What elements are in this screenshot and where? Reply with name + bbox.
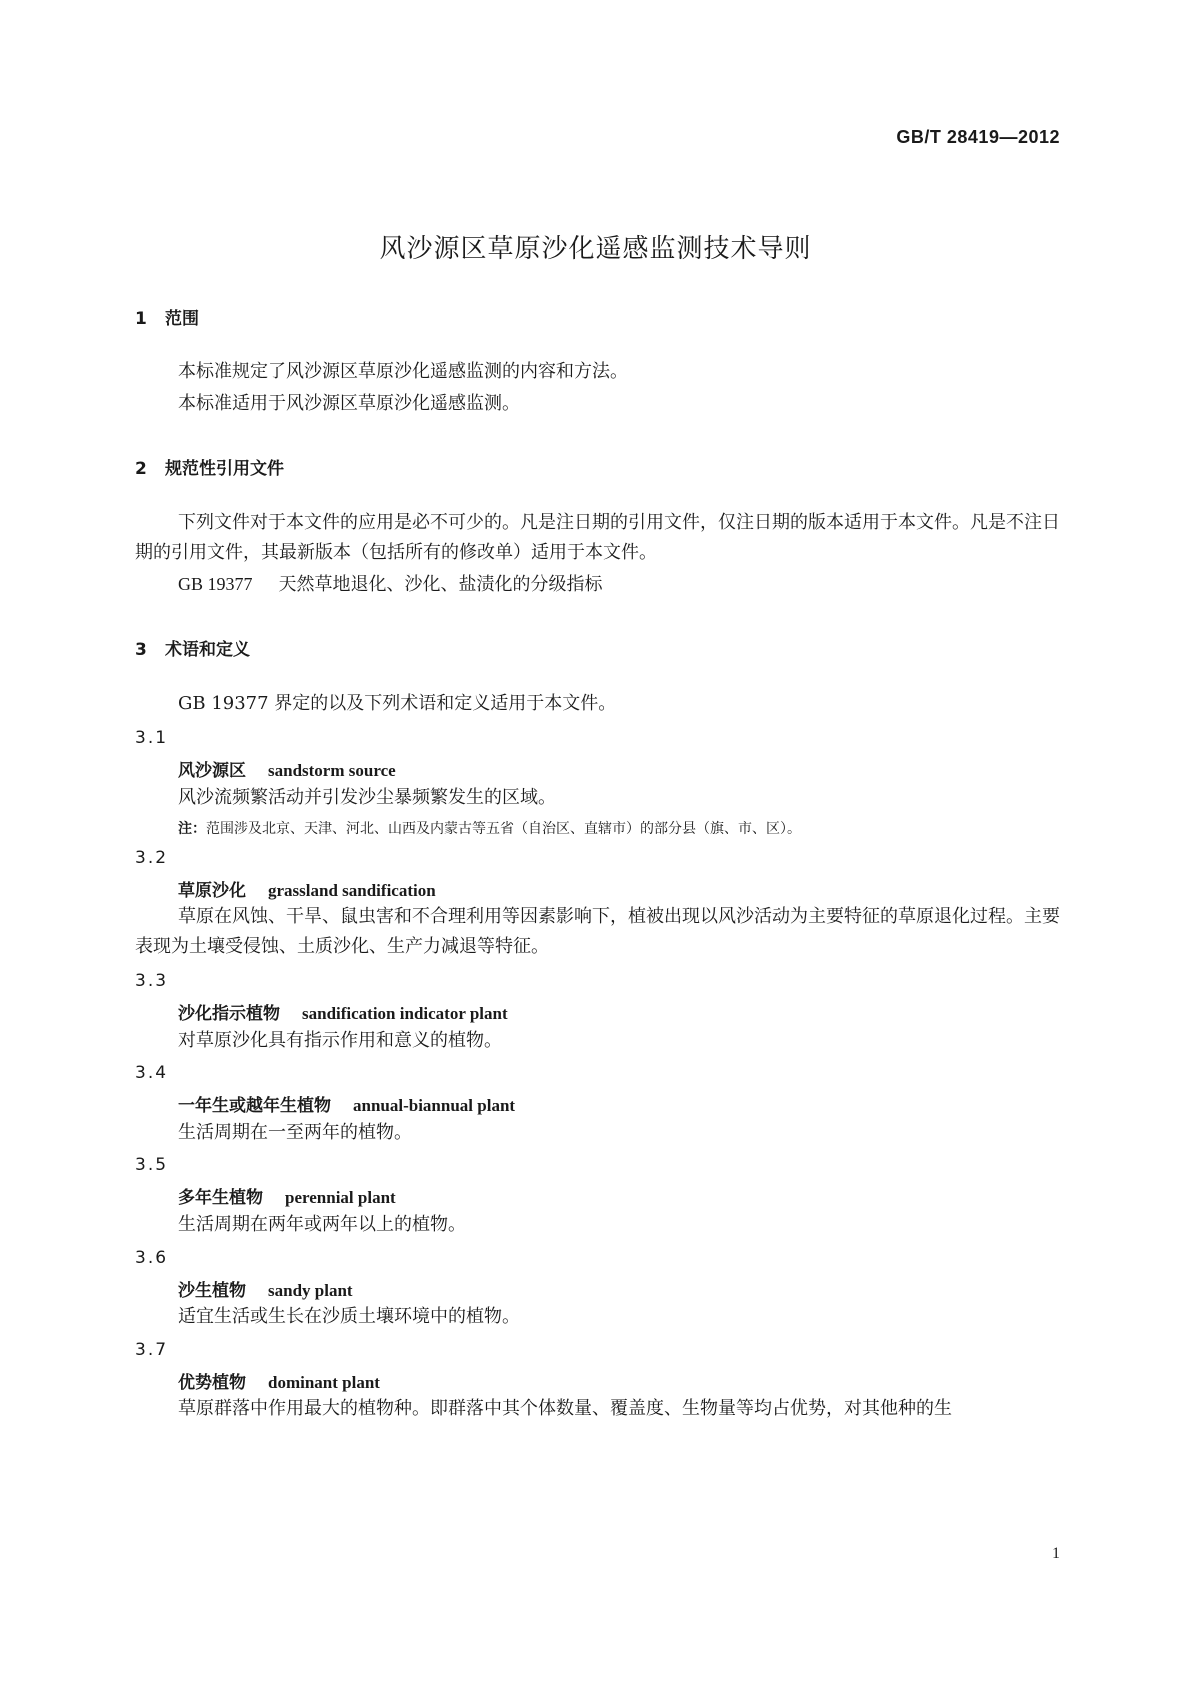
term-chinese: 一年生或越年生植物 <box>178 1096 331 1116</box>
term-heading <box>178 999 508 1024</box>
term-number: 3.5 <box>135 1155 169 1175</box>
term-definition: 生活周期在一至两年的植物。 <box>178 1122 412 1143</box>
document-title: 风沙源区草原沙化遥感监测技术导则 <box>379 234 812 264</box>
term-heading <box>178 876 436 901</box>
term-definition: 对草原沙化具有指示作用和意义的植物。 <box>178 1030 502 1051</box>
term-definition: 生活周期在两年或两年以上的植物。 <box>178 1214 466 1235</box>
section-title: 规范性引用文件 <box>165 459 284 479</box>
reference-code: GB 19377 <box>178 574 253 594</box>
standard-code: GB/T 28419—2012 <box>896 127 1060 147</box>
term-english: perennial plant <box>285 1188 396 1207</box>
section-heading-terms-and-definitions <box>135 635 250 660</box>
term-number: 3.6 <box>135 1248 169 1268</box>
term-definition: 草原在风蚀、干旱、鼠虫害和不合理利用等因素影响下，植被出现以风沙活动为主要特征的草原退化过程。主要表现为土壤受侵蚀、土质沙化、生产力减退等特征。 <box>135 906 1060 957</box>
paragraph: 下列文件对于本文件的应用是必不可少的。凡是注日期的引用文件，仅注日期的版本适用于本文件。凡是不注日期的引用文件，其最新版本（包括所有的修改单）适用于本文件。 <box>135 512 1060 563</box>
term-heading <box>178 1183 396 1208</box>
reference-title: 天然草地退化、沙化、盐渍化的分级指标 <box>278 574 603 595</box>
term-chinese: 草原沙化 <box>178 881 246 901</box>
paragraph: 本标准规定了风沙源区草原沙化遥感监测的内容和方法。 <box>178 361 628 382</box>
term-chinese: 多年生植物 <box>178 1188 263 1208</box>
note-text: 范围涉及北京、天津、河北、山西及内蒙古等五省（自治区、直辖市）的部分县（旗、市、区）。 <box>206 821 801 837</box>
section-title: 范围 <box>165 309 199 329</box>
term-number: 3.4 <box>135 1063 169 1083</box>
section-number: 2 <box>135 459 147 479</box>
term-heading <box>178 1276 353 1301</box>
section-number: 3 <box>135 640 147 660</box>
term-chinese: 沙化指示植物 <box>178 1004 280 1024</box>
reference-item <box>135 569 1060 600</box>
term-heading <box>178 1368 380 1393</box>
term-number: 3.1 <box>135 728 169 748</box>
term-number: 3.2 <box>135 848 169 868</box>
term-definition: 风沙流频繁活动并引发沙尘暴频繁发生的区域。 <box>178 787 556 808</box>
term-english: annual-biannual plant <box>353 1096 516 1115</box>
term-heading <box>178 1091 515 1116</box>
page-number: 1 <box>1052 1545 1060 1562</box>
term-chinese: 沙生植物 <box>178 1281 246 1301</box>
term-number: 3.7 <box>135 1340 169 1360</box>
note-label: 注： <box>178 821 206 837</box>
term-chinese: 风沙源区 <box>178 761 246 781</box>
term-english: sandy plant <box>268 1281 353 1300</box>
term-note <box>178 818 801 838</box>
term-english: sandstorm source <box>268 761 396 780</box>
section-heading-normative-references <box>135 454 284 479</box>
paragraph: 本标准适用于风沙源区草原沙化遥感监测。 <box>178 393 520 414</box>
section-number: 1 <box>135 309 147 329</box>
term-english: grassland sandification <box>268 881 436 900</box>
term-definition: 适宜生活或生长在沙质土壤环境中的植物。 <box>178 1306 520 1327</box>
term-definition: 草原群落中作用最大的植物种。即群落中其个体数量、覆盖度、生物量等均占优势，对其他种的生 <box>178 1398 952 1419</box>
term-english: dominant plant <box>268 1373 380 1392</box>
term-heading <box>178 756 396 781</box>
section-heading-scope <box>135 304 199 329</box>
section-title: 术语和定义 <box>165 640 250 660</box>
term-number: 3.3 <box>135 971 169 991</box>
term-chinese: 优势植物 <box>178 1373 246 1393</box>
paragraph: GB 19377 界定的以及下列术语和定义适用于本文件。 <box>178 693 617 714</box>
term-english: sandification indicator plant <box>302 1004 508 1023</box>
